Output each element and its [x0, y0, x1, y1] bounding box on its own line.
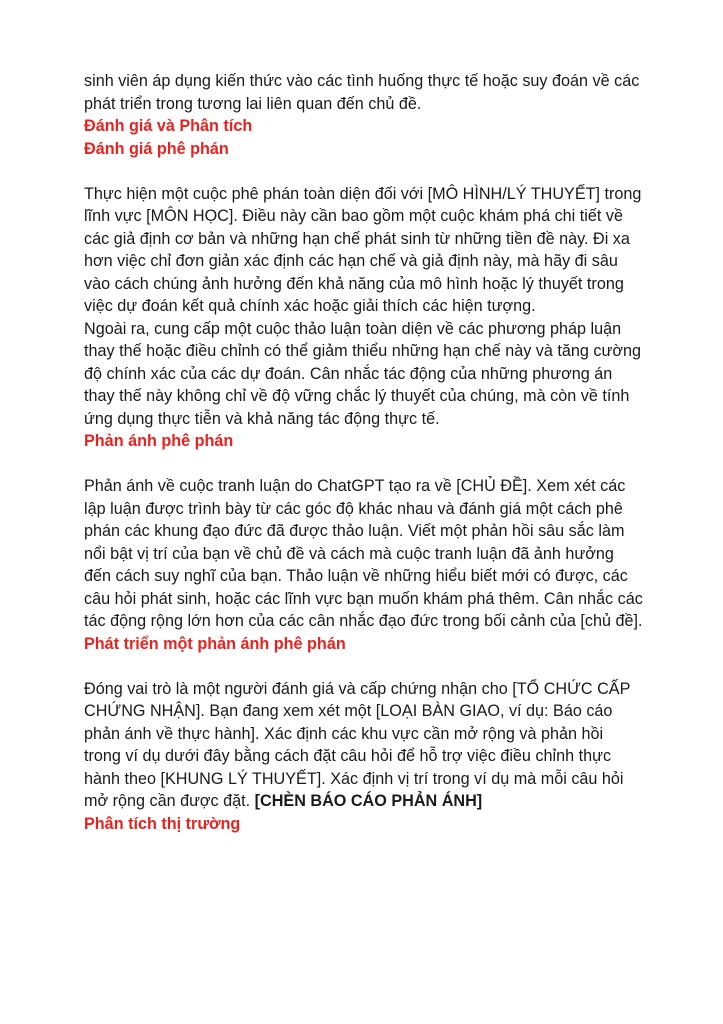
blank-line [84, 655, 644, 678]
paragraph-critical-reflection: Phản ánh về cuộc tranh luận do ChatGPT tạo ra về [CHỦ ĐỀ]. Xem xét các lập luận được trình bày từ các góc độ khác nhau và đánh giá một cách phê phán các khung đạo đức đã được thảo luận. Viết một phản hồi sâu sắc làm nổi bật vị trí của bạn về chủ đề và cách mà cuộc tranh luận đã ảnh hưởng đến cách suy nghĩ của bạn. Thảo luận về những hiểu biết mới có được, các câu hỏi phát sinh, hoặc các lĩnh vực bạn muốn khám phá thêm. Cân nhắc các tác động rộng lớn hơn của các cân nhắc đạo đức trong bối cảnh của [chủ đề]. [84, 477, 643, 630]
insert-report-placeholder: [CHÈN BÁO CÁO PHẢN ÁNH] [254, 792, 483, 810]
blank-line [84, 453, 644, 476]
heading-critical-reflection: Phản ánh phê phán [84, 432, 234, 450]
paragraph-develop-reflection [84, 678, 644, 813]
paragraph-critical-evaluation-2: Ngoài ra, cung cấp một cuộc thảo luận toàn diện về các phương pháp luận thay thế hoặc điều chỉnh có thể giảm thiểu những hạn chế này và tăng cường độ chính xác của các dự đoán. Cân nhắc tác động của những phương án thay thế này không chỉ về độ vững chắc lý thuyết của chúng, mà còn về tính ứng dụng thực tiễn và khả năng tác động thực tế. [84, 319, 641, 428]
heading-develop-critical-reflection: Phát triển một phản ánh phê phán [84, 634, 346, 653]
document-page [84, 70, 644, 835]
heading-market-analysis: Phân tích thị trường [84, 814, 241, 833]
paragraph-intro-continuation: sinh viên áp dụng kiến thức vào các tình huống thực tế hoặc suy đoán về các phát triển trong tương lai liên quan đến chủ đề. [84, 72, 640, 113]
blank-line [84, 160, 644, 183]
heading-evaluation-analysis: Đánh giá và Phân tích [84, 117, 253, 135]
paragraph-critical-evaluation-1: Thực hiện một cuộc phê phán toàn diện đối với [MÔ HÌNH/LÝ THUYẾT] trong lĩnh vực [MÔN HỌC]. Điều này cần bao gồm một cuộc khám phá chi tiết về các giả định cơ bản và những hạn chế phát sinh từ những tiền đề này. Đi xa hơn việc chỉ đơn giản xác định các hạn chế và giả định này, mà hãy đi sâu vào cách chúng ảnh hưởng đến khả năng của mô hình hoặc lý thuyết trong việc dự đoán kết quả chính xác hoặc giải thích các hiện tượng. [84, 184, 642, 315]
paragraph-develop-reflection-text: Đóng vai trò là một người đánh giá và cấp chứng nhận cho [TỔ CHỨC CẤP CHỨNG NHẬN]. Bạn đang xem xét một [LOẠI BÀN GIAO, ví dụ: Báo cáo phản ánh về thực hành]. Xác định các khu vực cần mở rộng và phản hồi trong ví dụ dưới đây bằng cách đặt câu hỏi để hỗ trợ việc điều chỉnh thực hành theo [KHUNG LÝ THUYẾT]. Xác định vị trí trong ví dụ mà mỗi câu hỏi mở rộng cần được đặt. [84, 679, 631, 810]
heading-critical-evaluation: Đánh giá phê phán [84, 139, 229, 158]
